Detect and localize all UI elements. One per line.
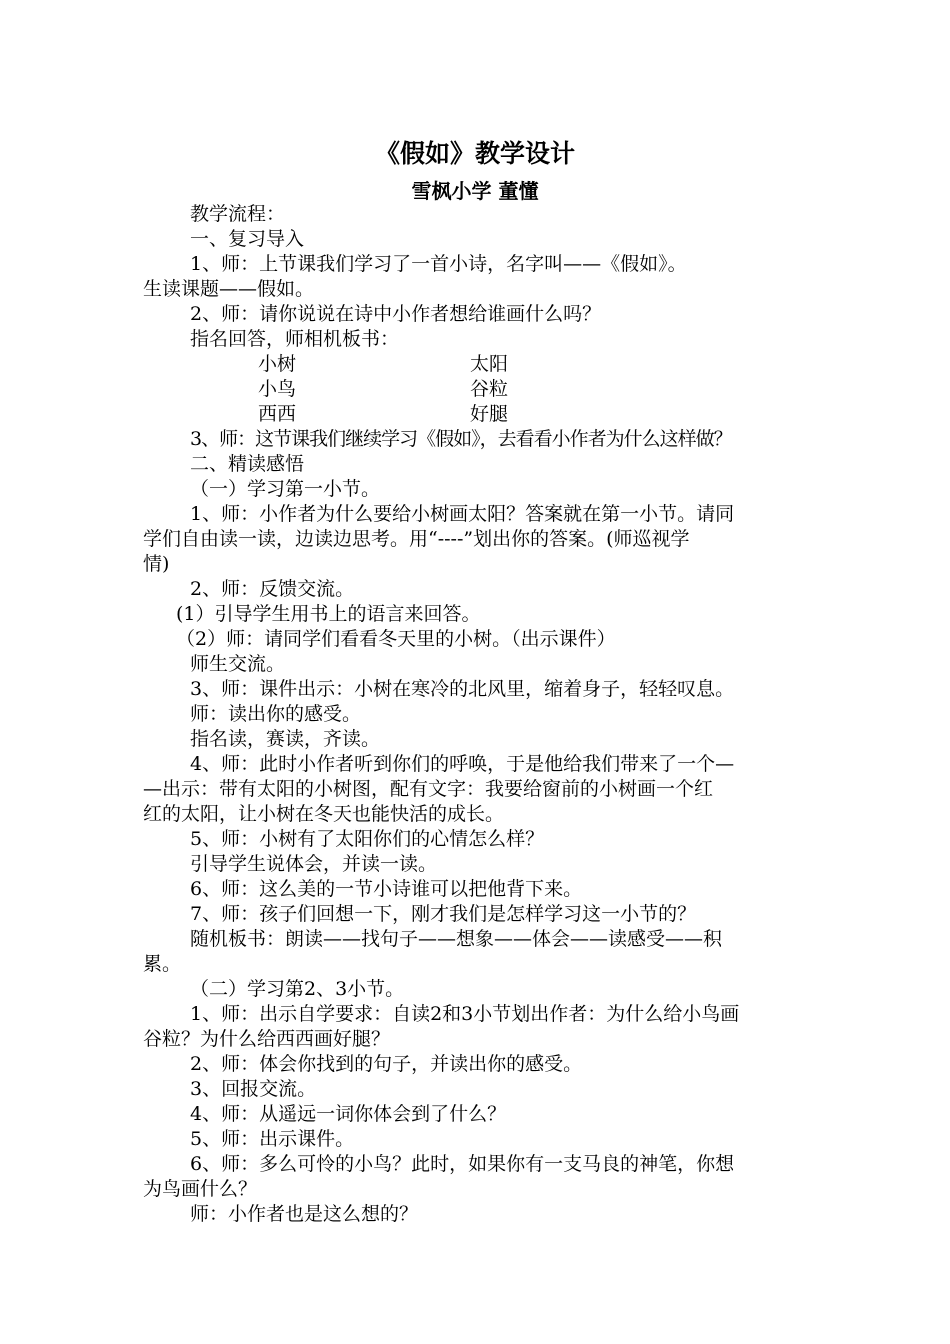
text-line: 4、师：从遥远一词你体会到了什么？	[190, 1103, 507, 1125]
text-line: 1、师：小作者为什么要给小树画太阳？答案就在第一小节。请同	[190, 503, 735, 525]
section-heading: 一、复习导入	[190, 228, 305, 250]
board-item: 小树	[258, 353, 297, 375]
text-line: 为鸟画什么？	[143, 1178, 258, 1200]
text-line: 生读课题——假如。	[143, 278, 315, 300]
text-line: 1、师：出示自学要求：自读2和3小节划出作者：为什么给小鸟画	[190, 1003, 740, 1025]
text-line: 学们自由读一读，边读边思考。用“----”划出你的答案。(师巡视学	[143, 528, 690, 550]
text-line: 3、师：这节课我们继续学习《假如》，去看看小作者为什么这样做？	[190, 428, 732, 450]
section-heading: 二、精读感悟	[190, 453, 305, 475]
text-line: (1）引导学生用书上的语言来回答。	[176, 603, 481, 625]
text-line: 随机板书：朗读——找句子——想象——体会——读感受——积	[190, 928, 723, 950]
text-line: 5、师：出示课件。	[190, 1128, 355, 1150]
text-line: —出示：带有太阳的小树图，配有文字：我要给窗前的小树画一个红	[143, 778, 714, 800]
text-line: 1、师：上节课我们学习了一首小诗，名字叫——《假如》。	[190, 253, 687, 275]
text-line: 6、师：多么可怜的小鸟？此时，如果你有一支马良的神笔，你想	[190, 1153, 735, 1175]
text-line: 2、师：体会你找到的句子，并读出你的感受。	[190, 1053, 583, 1075]
page-title: 《假如》教学设计	[374, 139, 575, 168]
board-item: 谷粒	[470, 378, 509, 400]
board-item: 好腿	[470, 403, 509, 425]
text-line: （2）师：请同学们看看冬天里的小树。（出示课件）	[176, 628, 616, 650]
text-line: 指名回答，师相机板书：	[190, 328, 400, 350]
text-line: 5、师：小树有了太阳你们的心情怎么样？	[190, 828, 545, 850]
text-line: 4、师：此时小作者听到你们的呼唤，于是他给我们带来了一个—	[190, 753, 735, 775]
subsection-heading: （二）学习第2、3小节。	[190, 978, 405, 1000]
board-item: 小鸟	[258, 378, 297, 400]
text-line: 6、师：这么美的一节小诗谁可以把他背下来。	[190, 878, 583, 900]
text-line: 3、师：课件出示：小树在寒冷的北风里，缩着身子，轻轻叹息。	[190, 678, 735, 700]
text-line: 2、师：反馈交流。	[190, 578, 355, 600]
text-line: 教学流程：	[190, 203, 286, 225]
text-line: 7、师：孩子们回想一下，刚才我们是怎样学习这一小节的？	[190, 903, 697, 925]
text-line: 引导学生说体会，并读一读。	[190, 853, 438, 875]
text-line: 谷粒？为什么给西西画好腿？	[143, 1028, 391, 1050]
text-line: 3、回报交流。	[190, 1078, 317, 1100]
text-line: 师：小作者也是这么想的？	[190, 1203, 419, 1225]
text-line: 红的太阳，让小树在冬天也能快活的成长。	[143, 803, 505, 825]
board-item: 太阳	[470, 353, 509, 375]
text-line: 指名读，赛读，齐读。	[190, 728, 381, 750]
board-item: 西西	[258, 403, 297, 425]
text-line: 师：读出你的感受。	[190, 703, 362, 725]
author-line: 雪枫小学 董懂	[411, 179, 539, 203]
text-line: 情)	[143, 553, 170, 575]
text-line: 累。	[143, 953, 182, 975]
text-line: 师生交流。	[190, 653, 286, 675]
subsection-heading: （一）学习第一小节。	[190, 478, 381, 500]
text-line: 2、师：请你说说在诗中小作者想给谁画什么吗？	[190, 303, 602, 325]
